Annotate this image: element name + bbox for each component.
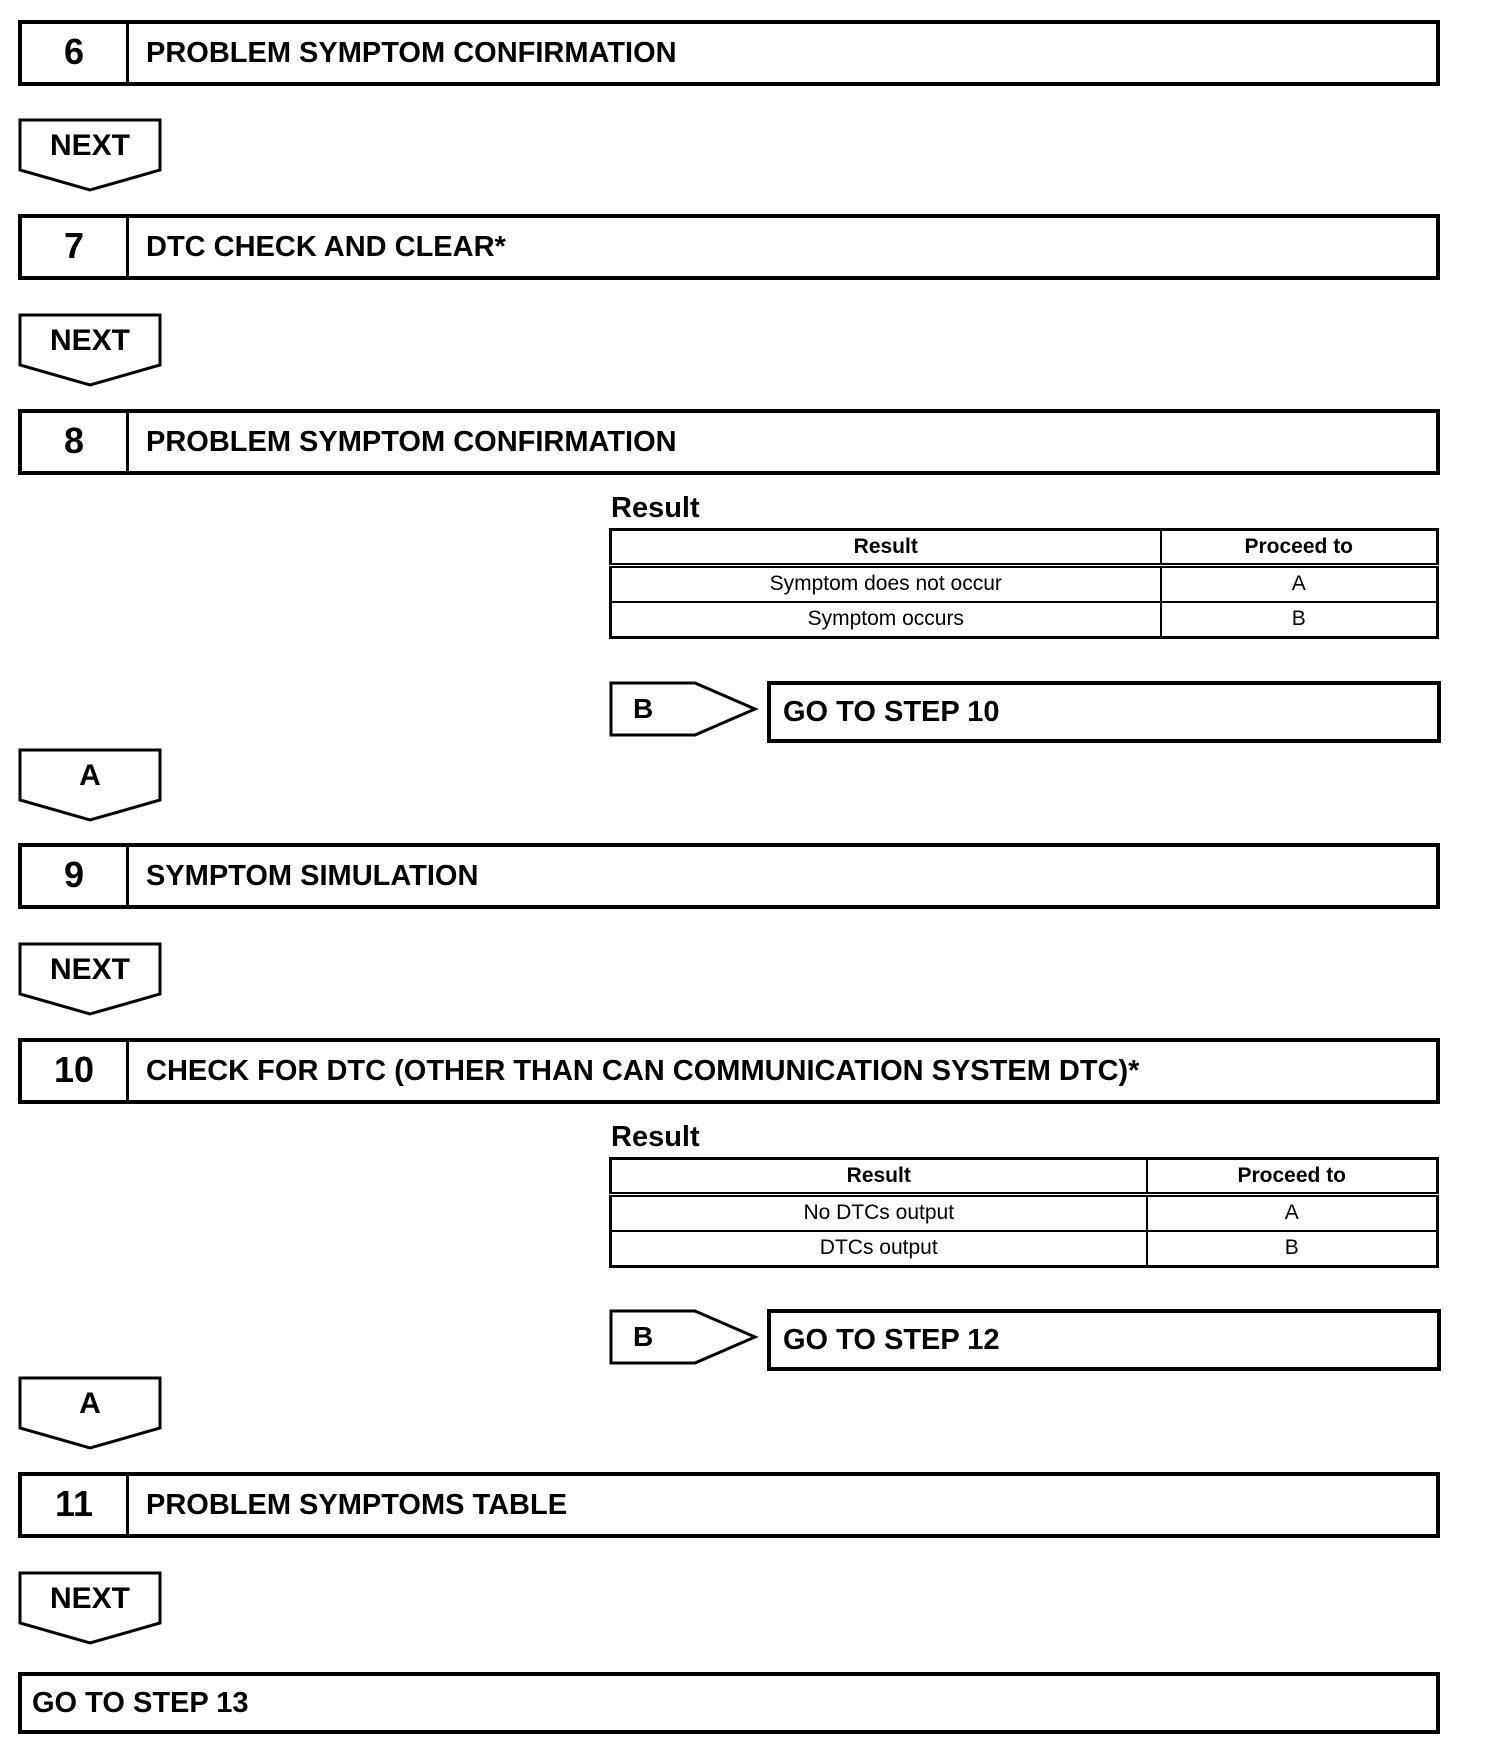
col-header-result: Result [611,530,1161,566]
col-header-proceed: Proceed to [1161,530,1438,566]
step-11-box [18,1472,1440,1538]
next-arrow [18,942,162,1016]
step-title: PROBLEM SYMPTOM CONFIRMATION [146,37,677,69]
arrow-label: NEXT [49,953,130,986]
result-table [609,528,1439,639]
branch-b [609,681,1441,745]
step-6-box [18,20,1440,86]
result-cell: No DTCs output [611,1195,1147,1231]
step-9-box [18,843,1440,909]
table-row [611,1195,1438,1231]
branch-label: B [633,1321,654,1352]
proceed-cell: B [1161,602,1438,638]
table-row [611,1231,1438,1267]
arrow-label: A [79,1387,101,1420]
result-heading: Result [611,492,700,524]
result-table [609,1157,1439,1268]
step-title: DTC CHECK AND CLEAR* [146,231,506,263]
step-title: PROBLEM SYMPTOM CONFIRMATION [146,426,677,458]
branch-b [609,1309,1441,1373]
result-cell: Symptom occurs [611,602,1161,638]
step-number: 9 [22,847,129,905]
goto-step-box: GO TO STEP 12 [767,1309,1441,1371]
step-number: 11 [22,1476,129,1534]
step-number: 6 [22,24,129,82]
step-number: 7 [22,218,129,276]
a-arrow [18,1376,162,1450]
a-arrow [18,748,162,822]
step-title: SYMPTOM SIMULATION [146,860,479,892]
goto-step-box: GO TO STEP 10 [767,681,1441,743]
proceed-cell: A [1147,1195,1438,1231]
arrow-label: NEXT [49,1582,130,1615]
col-header-proceed: Proceed to [1147,1159,1438,1195]
proceed-cell: A [1161,566,1438,602]
next-arrow [18,1571,162,1645]
step-8-box [18,409,1440,475]
step-title: PROBLEM SYMPTOMS TABLE [146,1489,568,1521]
step-10-box [18,1038,1440,1104]
arrow-label: NEXT [49,129,130,162]
result-cell: DTCs output [611,1231,1147,1267]
step-number: 8 [22,413,129,471]
arrow-label: NEXT [49,324,130,357]
step-title: CHECK FOR DTC (OTHER THAN CAN COMMUNICATION SYSTEM DTC)* [146,1055,1140,1087]
branch-label: B [633,693,654,724]
result-cell: Symptom does not occur [611,566,1161,602]
step-7-box [18,214,1440,280]
proceed-cell: B [1147,1231,1438,1267]
col-header-result: Result [611,1159,1147,1195]
next-arrow [18,313,162,387]
next-arrow [18,118,162,192]
table-row [611,566,1438,602]
arrow-label: A [79,759,101,792]
table-row [611,602,1438,638]
final-goto-box: GO TO STEP 13 [18,1672,1440,1734]
step-number: 10 [22,1042,129,1100]
result-heading: Result [611,1121,700,1153]
